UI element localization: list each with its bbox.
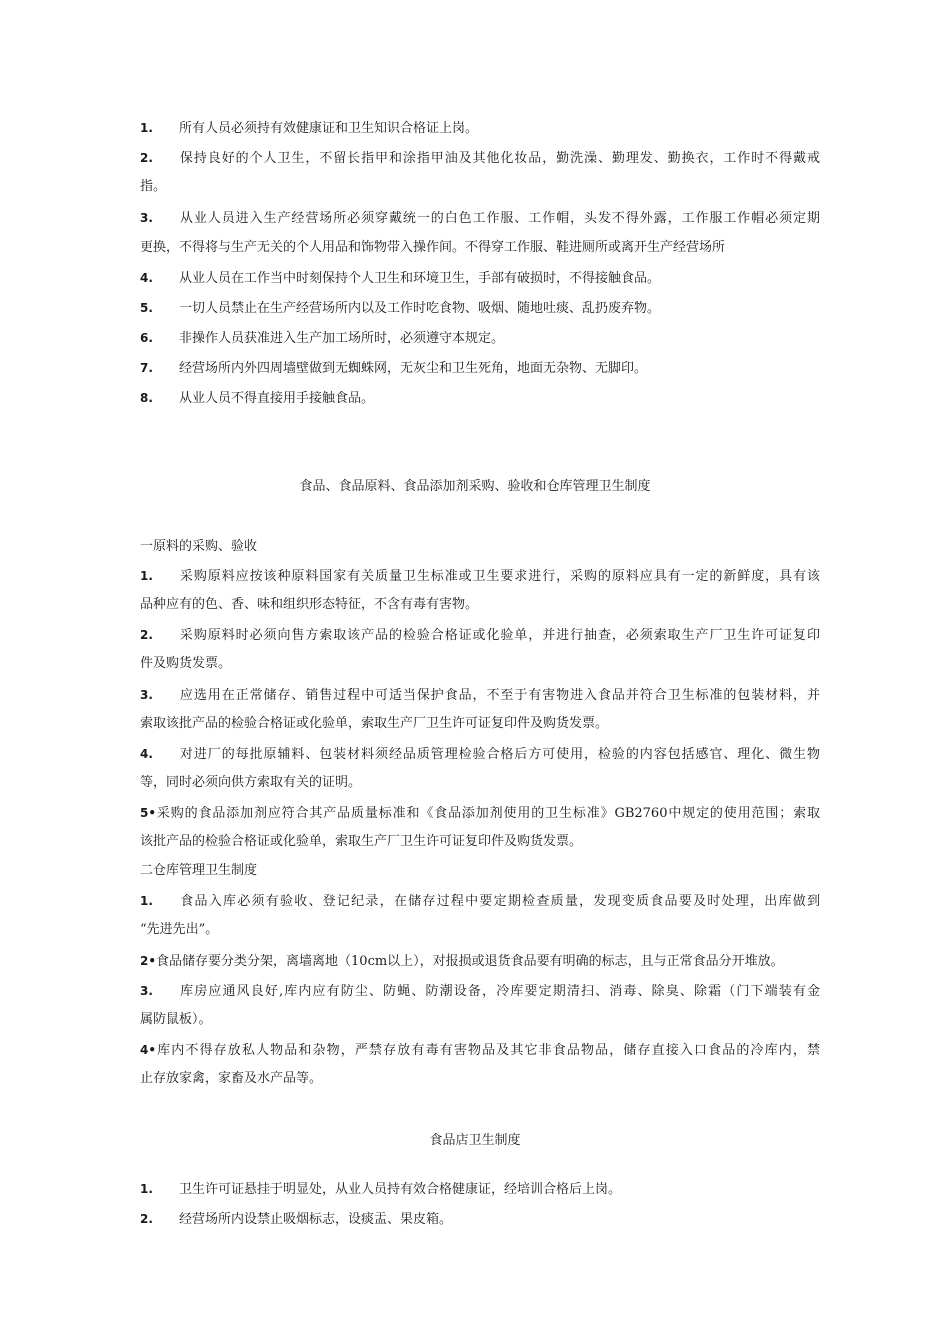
- list-item-continuation: 更换，不得将与生产无关的个人用品和饰物带入操作间。不得穿工作服、鞋进厕所或离开生产经营场所: [140, 240, 726, 255]
- list-item: 2•食品储存要分类分架，离墙离地（10cm以上），对报损或退货食品要有明确的标志，且与正常食品分开堆放。: [140, 954, 784, 969]
- list-item: 8. 从业人员不得直接用手接触食品。: [140, 391, 375, 406]
- list-item-continuation: 指。: [140, 179, 167, 194]
- list-item: 7. 经营场所内外四周墙壁做到无蜘蛛网，无灰尘和卫生死角，地面无杂物、无脚印。: [140, 361, 648, 376]
- list-item: 5. 一切人员禁止在生产经营场所内以及工作时吃食物、吸烟、随地吐痰、乱扔废弃物。: [140, 301, 661, 316]
- list-item-continuation: 索取该批产品的检验合格证或化验单，索取生产厂卫生许可证复印件及购货发票。: [140, 716, 609, 731]
- list-item: 3. 应选用在正常储存、销售过程中可适当保护食品，不至于有害物进入食品并符合卫生标准的包装材料，并: [140, 688, 820, 703]
- list-item: 6. 非操作人员获准进入生产加工场所时，必须遵守本规定。: [140, 331, 505, 346]
- list-item-continuation: “先进先出”。: [140, 922, 219, 937]
- list-item: 3. 从业人员进入生产经营场所必须穿戴统一的白色工作服、工作帽，头发不得外露，工作服工作帽必须定期: [140, 211, 820, 226]
- subsection-heading: 一原料的采购、验收: [140, 539, 258, 554]
- list-item: 2. 采购原料时必须向售方索取该产品的检验合格证或化验单，并进行抽查，必须索取生产厂卫生许可证复印: [140, 628, 820, 643]
- list-item: 3. 库房应通风良好,库内应有防尘、防蝇、防潮设备，冷库要定期清扫、消毒、除臭、除霜（门下端装有金: [140, 984, 820, 999]
- list-item-continuation: 品种应有的色、香、味和组织形态特征，不含有毒有害物。: [140, 597, 479, 612]
- section-title: 食品、食品原料、食品添加剂采购、验收和仓库管理卫生制度: [299, 479, 651, 494]
- section-title: 食品店卫生制度: [429, 1133, 521, 1148]
- list-item: 1. 采购原料应按该种原料国家有关质量卫生标准或卫生要求进行，采购的原料应具有一定的新鲜度，具有该: [140, 569, 820, 584]
- list-item: 4. 对进厂的每批原辅料、包装材料须经品质管理检验合格后方可使用，检验的内容包括感官、理化、微生物: [140, 747, 820, 762]
- list-item: 5•采购的食品添加剂应符合其产品质量标准和《食品添加剂使用的卫生标准》GB2760中规定的使用范围；索取: [140, 806, 820, 821]
- subsection-heading: 二仓库管理卫生制度: [140, 863, 258, 878]
- list-item: 4. 从业人员在工作当中时刻保持个人卫生和环境卫生，手部有破损时，不得接触食品。: [140, 271, 661, 286]
- list-item: 1. 所有人员必须持有效健康证和卫生知识合格证上岗。: [140, 121, 479, 136]
- list-item: 1. 卫生许可证悬挂于明显处，从业人员持有效合格健康证，经培训合格后上岗。: [140, 1182, 622, 1197]
- list-item: 1. 食品入库必须有验收、登记纪录，在储存过程中要定期检查质量，发现变质食品要及时处理，出库做到: [140, 894, 820, 909]
- list-item-continuation: 属防鼠板）。: [140, 1012, 212, 1027]
- list-item: 2. 保持良好的个人卫生，不留长指甲和涂指甲油及其他化妆品，勤洗澡、勤理发、勤换衣，工作时不得戴戒: [140, 151, 820, 166]
- list-item: 4•库内不得存放私人物品和杂物，严禁存放有毒有害物品及其它非食品物品，储存直接入口食品的冷库内，禁: [140, 1043, 820, 1058]
- list-item: 2. 经营场所内设禁止吸烟标志，设痰盂、果皮箱。: [140, 1212, 453, 1227]
- list-item-continuation: 件及购货发票。: [140, 656, 232, 671]
- list-item-continuation: 止存放家禽，家畜及水产品等。: [140, 1071, 323, 1086]
- list-item-continuation: 等，同时必须向供方索取有关的证明。: [140, 775, 362, 790]
- list-item-continuation: 该批产品的检验合格证或化验单，索取生产厂卫生许可证复印件及购货发票。: [140, 834, 583, 849]
